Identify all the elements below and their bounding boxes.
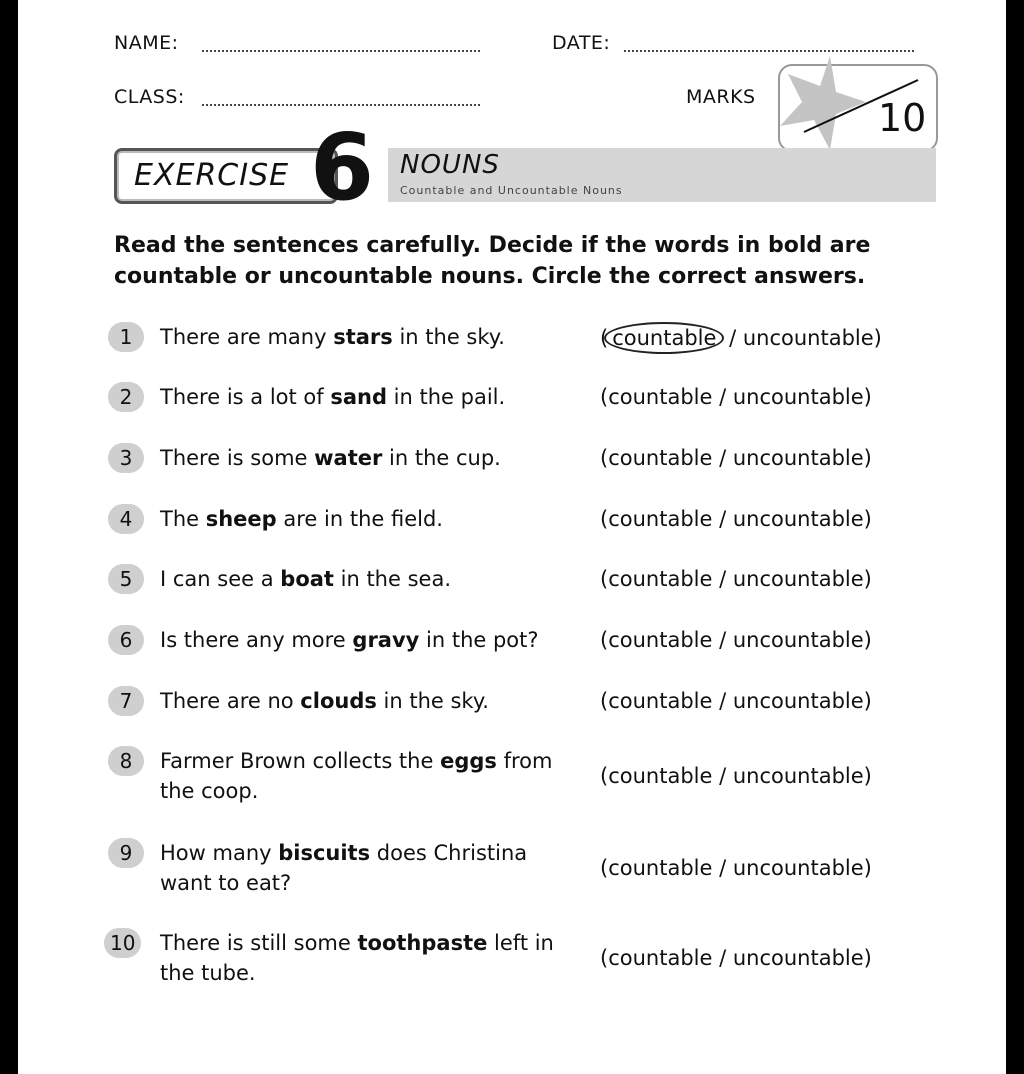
- question-row: [108, 746, 938, 808]
- paren-close: ): [863, 856, 872, 880]
- question-text-pre: There is some: [160, 446, 315, 470]
- option-uncountable[interactable]: uncountable: [732, 567, 864, 591]
- question-text: [160, 625, 580, 655]
- question-bold-noun: stars: [333, 325, 393, 349]
- question-text-post: in the sea.: [333, 567, 451, 591]
- option-separator: /: [712, 446, 733, 470]
- question-text-post: in the sky.: [376, 689, 489, 713]
- paren-open: (: [600, 326, 609, 350]
- option-countable[interactable]: countable: [604, 322, 724, 354]
- question-text-post: are in the field.: [276, 507, 443, 531]
- option-uncountable[interactable]: uncountable: [732, 946, 864, 970]
- option-separator: /: [712, 764, 733, 788]
- question-text: [160, 504, 580, 534]
- option-uncountable[interactable]: uncountable: [732, 856, 864, 880]
- paren-close: ): [863, 385, 872, 409]
- option-separator: /: [712, 507, 733, 531]
- topic-title: NOUNS: [400, 150, 500, 180]
- question-row: [108, 322, 938, 354]
- question-row: [108, 928, 938, 990]
- question-bold-noun: biscuits: [278, 841, 371, 865]
- paren-open: (: [600, 507, 609, 531]
- question-bold-noun: eggs: [440, 749, 497, 773]
- question-row: [108, 625, 938, 657]
- question-number: 6: [108, 625, 144, 655]
- paren-open: (: [600, 764, 609, 788]
- question-text: [160, 838, 578, 898]
- question-number: 5: [108, 564, 144, 594]
- paren-close: ): [863, 507, 872, 531]
- question-row: [108, 564, 938, 596]
- option-countable[interactable]: countable: [608, 764, 713, 788]
- worksheet-page: [18, 0, 1006, 1074]
- question-text: [160, 564, 580, 594]
- answer-options: [600, 322, 930, 354]
- paren-open: (: [600, 446, 609, 470]
- question-text-post: in the cup.: [382, 446, 501, 470]
- question-text-pre: There is a lot of: [160, 385, 331, 409]
- name-line: [202, 50, 480, 52]
- question-text: [160, 686, 580, 716]
- question-text-post: from the coop.: [160, 749, 553, 803]
- question-text: [160, 928, 578, 988]
- option-countable[interactable]: countable: [608, 446, 713, 470]
- question-row: [108, 838, 938, 900]
- question-text-pre: The: [160, 507, 206, 531]
- option-countable[interactable]: countable: [608, 856, 713, 880]
- option-separator: /: [712, 385, 733, 409]
- question-text: [160, 322, 580, 352]
- paren-close: ): [863, 946, 872, 970]
- question-row: [108, 504, 938, 536]
- answer-options: [600, 564, 930, 594]
- date-label: DATE:: [552, 32, 611, 54]
- option-separator: /: [722, 326, 743, 350]
- answer-options: [600, 761, 930, 791]
- class-label: CLASS:: [114, 86, 185, 108]
- marks-label: MARKS: [686, 86, 756, 108]
- question-bold-noun: toothpaste: [357, 931, 488, 955]
- exercise-label: EXERCISE: [134, 158, 290, 193]
- option-countable[interactable]: countable: [608, 689, 713, 713]
- option-countable[interactable]: countable: [608, 628, 713, 652]
- question-row: [108, 443, 938, 475]
- answer-options: [600, 443, 930, 473]
- question-bold-noun: gravy: [352, 628, 420, 652]
- question-bold-noun: clouds: [300, 689, 377, 713]
- option-separator: /: [712, 689, 733, 713]
- question-number: 1: [108, 322, 144, 352]
- question-text-pre: There are many: [160, 325, 334, 349]
- option-uncountable[interactable]: uncountable: [732, 507, 864, 531]
- question-row: [108, 686, 938, 718]
- question-text-post: in the pail.: [386, 385, 506, 409]
- option-countable[interactable]: countable: [608, 385, 713, 409]
- question-text-post: left in the tube.: [160, 931, 554, 985]
- question-number: 8: [108, 746, 144, 776]
- paren-open: (: [600, 946, 609, 970]
- question-bold-noun: boat: [280, 567, 334, 591]
- answer-options: [600, 504, 930, 534]
- question-text-post: does Christina want to eat?: [160, 841, 528, 895]
- topic-subtitle: Countable and Uncountable Nouns: [400, 184, 623, 197]
- question-text-post: in the pot?: [419, 628, 539, 652]
- question-number: 7: [108, 686, 144, 716]
- option-uncountable[interactable]: uncountable: [732, 446, 864, 470]
- question-bold-noun: sheep: [205, 507, 277, 531]
- option-uncountable[interactable]: uncountable: [732, 689, 864, 713]
- paren-close: ): [863, 628, 872, 652]
- class-line: [202, 104, 480, 106]
- option-uncountable[interactable]: uncountable: [742, 326, 874, 350]
- question-number: 4: [108, 504, 144, 534]
- question-text-pre: I can see a: [160, 567, 281, 591]
- exercise-number: 6: [310, 114, 375, 221]
- option-uncountable[interactable]: uncountable: [732, 628, 864, 652]
- option-separator: /: [712, 856, 733, 880]
- paren-close: ): [863, 764, 872, 788]
- question-text-pre: How many: [160, 841, 279, 865]
- paren-close: ): [863, 446, 872, 470]
- paren-open: (: [600, 385, 609, 409]
- answer-options: [600, 853, 930, 883]
- paren-close: ): [863, 567, 872, 591]
- question-text-pre: Is there any more: [160, 628, 353, 652]
- instructions: Read the sentences carefully. Decide if the words in bold are countable or uncountable nouns. Circle the correct answers.: [114, 233, 871, 289]
- option-countable[interactable]: countable: [608, 946, 713, 970]
- question-text: [160, 746, 578, 806]
- answer-options: [600, 943, 930, 973]
- question-bold-noun: sand: [330, 385, 387, 409]
- question-number: 9: [108, 838, 144, 868]
- paren-open: (: [600, 856, 609, 880]
- question-text: [160, 443, 580, 473]
- question-text-pre: There are no: [160, 689, 301, 713]
- question-text-pre: There is still some: [160, 931, 358, 955]
- question-number: 10: [104, 928, 141, 958]
- option-separator: /: [712, 567, 733, 591]
- paren-open: (: [600, 628, 609, 652]
- option-uncountable[interactable]: uncountable: [732, 385, 864, 409]
- question-bold-noun: water: [314, 446, 383, 470]
- question-text-post: in the sky.: [392, 325, 505, 349]
- marks-total: 10: [878, 96, 927, 140]
- answer-options: [600, 382, 930, 412]
- answer-options: [600, 686, 930, 716]
- option-uncountable[interactable]: uncountable: [732, 764, 864, 788]
- question-number: 3: [108, 443, 144, 473]
- option-separator: /: [712, 946, 733, 970]
- question-number: 2: [108, 382, 144, 412]
- answer-options: [600, 625, 930, 655]
- name-label: NAME:: [114, 32, 179, 54]
- option-separator: /: [712, 628, 733, 652]
- paren-open: (: [600, 567, 609, 591]
- option-countable[interactable]: countable: [608, 507, 713, 531]
- paren-close: ): [863, 689, 872, 713]
- paren-close: ): [873, 326, 882, 350]
- question-text: [160, 382, 580, 412]
- question-text-pre: Farmer Brown collects the: [160, 749, 441, 773]
- paren-open: (: [600, 689, 609, 713]
- question-row: [108, 382, 938, 414]
- option-countable[interactable]: countable: [608, 567, 713, 591]
